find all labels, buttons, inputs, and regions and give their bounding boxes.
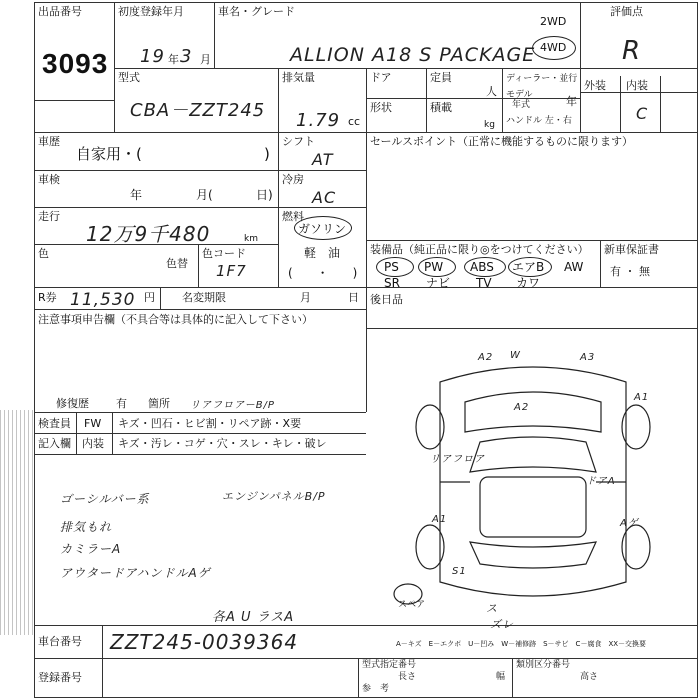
inspector-in-text: キズ・汚レ・コゲ・穴・スレ・キレ・破レ bbox=[118, 437, 327, 450]
chassis-value: ZZT245-0039364 bbox=[110, 630, 299, 654]
name-change-label: 名変期限 bbox=[182, 291, 226, 304]
divider bbox=[502, 68, 503, 132]
drive-circle bbox=[532, 36, 576, 60]
name-change-month: 月 bbox=[300, 291, 311, 304]
door-label: ドア bbox=[370, 71, 392, 84]
divider bbox=[366, 328, 698, 329]
type-no-ref: 参 考 bbox=[362, 684, 390, 694]
divider bbox=[114, 2, 115, 132]
equip-circle-airbag bbox=[508, 257, 552, 277]
rear-seat-label: 後日品 bbox=[370, 293, 403, 306]
diagram-legend: A－キズ E－エクボ U－凹み W－補修跡 S－サビ C－腐食 XX－交換要 bbox=[396, 640, 647, 648]
car-name-label: 車名・グレード bbox=[218, 5, 295, 18]
first-reg-year: 19 bbox=[140, 46, 165, 67]
fuel-circle bbox=[294, 216, 352, 240]
model-year-label-b: 年式 bbox=[512, 100, 531, 110]
inspection-day: 日) bbox=[256, 188, 273, 202]
ac-value: AC bbox=[312, 188, 337, 207]
registration-label: 登録番号 bbox=[38, 671, 82, 684]
equip-tv: TV bbox=[476, 276, 492, 290]
divider bbox=[620, 76, 621, 132]
divider bbox=[34, 100, 114, 101]
inspection-month: 月( bbox=[196, 188, 213, 202]
class-no-label: 類別区分番号 bbox=[516, 660, 571, 670]
first-reg-month-unit: 月 bbox=[200, 53, 211, 66]
divider bbox=[34, 170, 366, 171]
warranty-label: 新車保証書 bbox=[604, 243, 659, 256]
dealer-label: ディーラー・並行 bbox=[506, 74, 578, 84]
divider bbox=[426, 68, 427, 132]
equip-circle-abs bbox=[464, 257, 506, 277]
exterior-label: 外装 bbox=[584, 79, 606, 92]
displacement-value: 1.79 bbox=[296, 110, 341, 131]
inspector-in: 内装 bbox=[82, 437, 104, 450]
color-code-label: 色コード bbox=[202, 247, 246, 260]
divider bbox=[512, 658, 513, 697]
dim-width: 幅 bbox=[496, 672, 506, 682]
fuel-value: ガソリン bbox=[298, 222, 347, 236]
chassis-label: 車台番号 bbox=[38, 635, 82, 648]
name-change-day: 日 bbox=[348, 291, 359, 304]
remark-1: ゴーシルバー系 bbox=[60, 492, 150, 506]
load-label: 積載 bbox=[430, 101, 452, 114]
first-reg-month: 3 bbox=[180, 46, 193, 67]
model-label: 型式 bbox=[118, 71, 140, 84]
divider bbox=[358, 658, 359, 697]
equip-abs: ABS bbox=[470, 260, 494, 274]
remark-2: エンジンパネルB/P bbox=[222, 490, 326, 503]
shape-label: 形状 bbox=[370, 101, 392, 114]
diag-mark-8: ドアA bbox=[586, 476, 616, 487]
model-year-unit: 年 bbox=[566, 95, 577, 108]
diag-mark-11: Aゲ bbox=[620, 518, 639, 529]
repair-value: 有 bbox=[116, 397, 127, 410]
divider bbox=[366, 98, 580, 99]
inspection-year: 年 bbox=[130, 188, 143, 202]
equip-circle-ps bbox=[376, 257, 414, 277]
remark-4: カミラーA bbox=[60, 542, 122, 556]
interior-label: 内装 bbox=[626, 79, 648, 92]
inspector-label-a: 検査員 bbox=[38, 417, 71, 430]
diag-mark-4: A2 bbox=[514, 402, 530, 413]
diagram-spare-label: スペア bbox=[398, 600, 426, 610]
divider bbox=[580, 2, 581, 132]
type-no-label: 型式指定番号 bbox=[362, 660, 417, 670]
divider bbox=[76, 412, 77, 454]
color-code: 1F7 bbox=[216, 262, 247, 280]
divider bbox=[34, 433, 366, 434]
car-name-value: ALLION A18 S PACKAGE bbox=[290, 44, 536, 66]
divider bbox=[34, 412, 366, 413]
divider bbox=[278, 68, 279, 132]
displacement-label: 排気量 bbox=[282, 71, 315, 84]
repair-place-label: 箇所 bbox=[148, 397, 170, 410]
car-rear-window bbox=[470, 542, 596, 568]
diag-mark-5: A1 bbox=[634, 392, 650, 403]
shift-label: シフト bbox=[282, 135, 315, 148]
inspection-label: 車検 bbox=[38, 173, 60, 186]
history-close: ) bbox=[264, 145, 270, 163]
first-reg-label: 初度登録年月 bbox=[118, 5, 184, 18]
divider bbox=[34, 207, 366, 208]
drive-4wd: 4WD bbox=[540, 41, 567, 54]
divider bbox=[214, 2, 215, 68]
inspector-label-b: 記入欄 bbox=[38, 437, 71, 450]
divider bbox=[34, 625, 698, 626]
divider bbox=[34, 287, 698, 288]
remark-3: 排気もれ bbox=[60, 520, 113, 534]
fuel-light: 軽 油 bbox=[304, 246, 341, 260]
divider bbox=[580, 92, 697, 93]
notes-label: 注意事項申告欄（不具合等は具体的に記入して下さい） bbox=[38, 313, 313, 326]
border-left bbox=[34, 2, 35, 697]
mileage-label: 走行 bbox=[38, 210, 60, 223]
equip-navi: ナビ bbox=[426, 276, 451, 290]
remark-5: アウタードアハンドルAゲ bbox=[60, 566, 211, 580]
divider bbox=[114, 68, 698, 69]
equip-circle-pw bbox=[418, 257, 456, 277]
diag-mark-3: A3 bbox=[580, 352, 596, 363]
lot-label: 出品番号 bbox=[38, 5, 82, 18]
divider bbox=[366, 240, 698, 241]
diag-mark-2: W bbox=[510, 350, 521, 361]
diag-mark-7: リアフロア bbox=[430, 454, 485, 465]
shift-value: AT bbox=[312, 150, 334, 169]
equip-leather: カワ bbox=[516, 276, 541, 290]
color-label: 色 bbox=[38, 247, 49, 260]
divider bbox=[600, 240, 601, 287]
recycle-unit: 円 bbox=[144, 291, 155, 304]
inspector-fw-text: キズ・凹石・ヒビ割・リペア跡・X要 bbox=[118, 417, 302, 430]
capacity-label: 定員 bbox=[430, 71, 452, 84]
divider bbox=[160, 287, 161, 309]
history-label: 車歴 bbox=[38, 135, 60, 148]
inspector-fw: FW bbox=[84, 417, 102, 430]
rating-label: 評価点 bbox=[610, 5, 643, 18]
first-reg-year-unit: 年 bbox=[168, 53, 179, 66]
border-right bbox=[697, 2, 698, 697]
divider bbox=[34, 658, 698, 659]
fuel-label: 燃料 bbox=[282, 210, 304, 223]
dim-height: 高さ bbox=[580, 672, 599, 682]
divider bbox=[102, 625, 103, 697]
repair-label: 修復歴 bbox=[56, 397, 89, 410]
divider bbox=[366, 68, 367, 132]
diag-mark-12: A1 bbox=[432, 514, 448, 525]
repaint-label: 色替 bbox=[166, 257, 188, 270]
model-year-label-a: モデル bbox=[506, 90, 533, 100]
equip-pw: PW bbox=[424, 260, 444, 274]
car-diagram bbox=[370, 332, 696, 624]
load-unit: kg bbox=[484, 120, 495, 130]
divider bbox=[660, 76, 661, 132]
history-value: 自家用・( bbox=[76, 145, 142, 163]
diag-mark-13: S1 bbox=[452, 566, 467, 577]
recycle-value: 11,530 bbox=[70, 290, 136, 310]
ac-label: 冷房 bbox=[282, 173, 304, 186]
equipment-label: 装備品（純正品に限り◎をつけてください） bbox=[370, 243, 589, 256]
interior-grade: C bbox=[636, 104, 649, 123]
mileage-unit: km bbox=[244, 234, 258, 244]
border-top bbox=[34, 2, 698, 3]
divider bbox=[366, 132, 367, 412]
displacement-unit: cc bbox=[348, 115, 361, 128]
punch-hatch bbox=[0, 410, 34, 635]
divider bbox=[198, 244, 199, 287]
fuel-paren: ( ・ ) bbox=[288, 266, 358, 280]
diag-mark-15: ス bbox=[486, 602, 498, 615]
dim-length: 長さ bbox=[398, 672, 417, 682]
car-hood bbox=[465, 392, 601, 432]
car-windshield bbox=[470, 437, 596, 472]
divider bbox=[112, 412, 113, 454]
equip-sr: SR bbox=[384, 276, 400, 290]
lot-number: 3093 bbox=[42, 48, 109, 79]
car-roof bbox=[480, 477, 586, 537]
equip-aw: AW bbox=[564, 260, 584, 274]
divider bbox=[278, 132, 279, 287]
equip-airbag: エアB bbox=[512, 260, 545, 274]
model-value: CBA－ZZT245 bbox=[130, 100, 266, 121]
equip-ps: PS bbox=[384, 260, 399, 274]
diag-mark-1: A2 bbox=[478, 352, 494, 363]
mileage-value: 12万9千480 bbox=[86, 222, 211, 246]
capacity-unit: 人 bbox=[486, 85, 497, 98]
rating-value: R bbox=[622, 36, 642, 66]
recycle-label: R券 bbox=[38, 291, 57, 304]
remark-bottom: 各A U ラスA bbox=[212, 610, 295, 625]
sales-point-label: セールスポイント（正常に機能するものに限ります） bbox=[370, 135, 634, 148]
repair-place: リアフロアーB/P bbox=[190, 400, 275, 411]
border-bottom bbox=[34, 697, 698, 698]
drive-2wd: 2WD bbox=[540, 15, 567, 28]
diag-mark-16: ズレ bbox=[490, 618, 514, 631]
divider bbox=[34, 454, 366, 455]
handle-label: ハンドル 左・右 bbox=[506, 116, 572, 126]
warranty-value: 有 ・ 無 bbox=[610, 265, 650, 278]
